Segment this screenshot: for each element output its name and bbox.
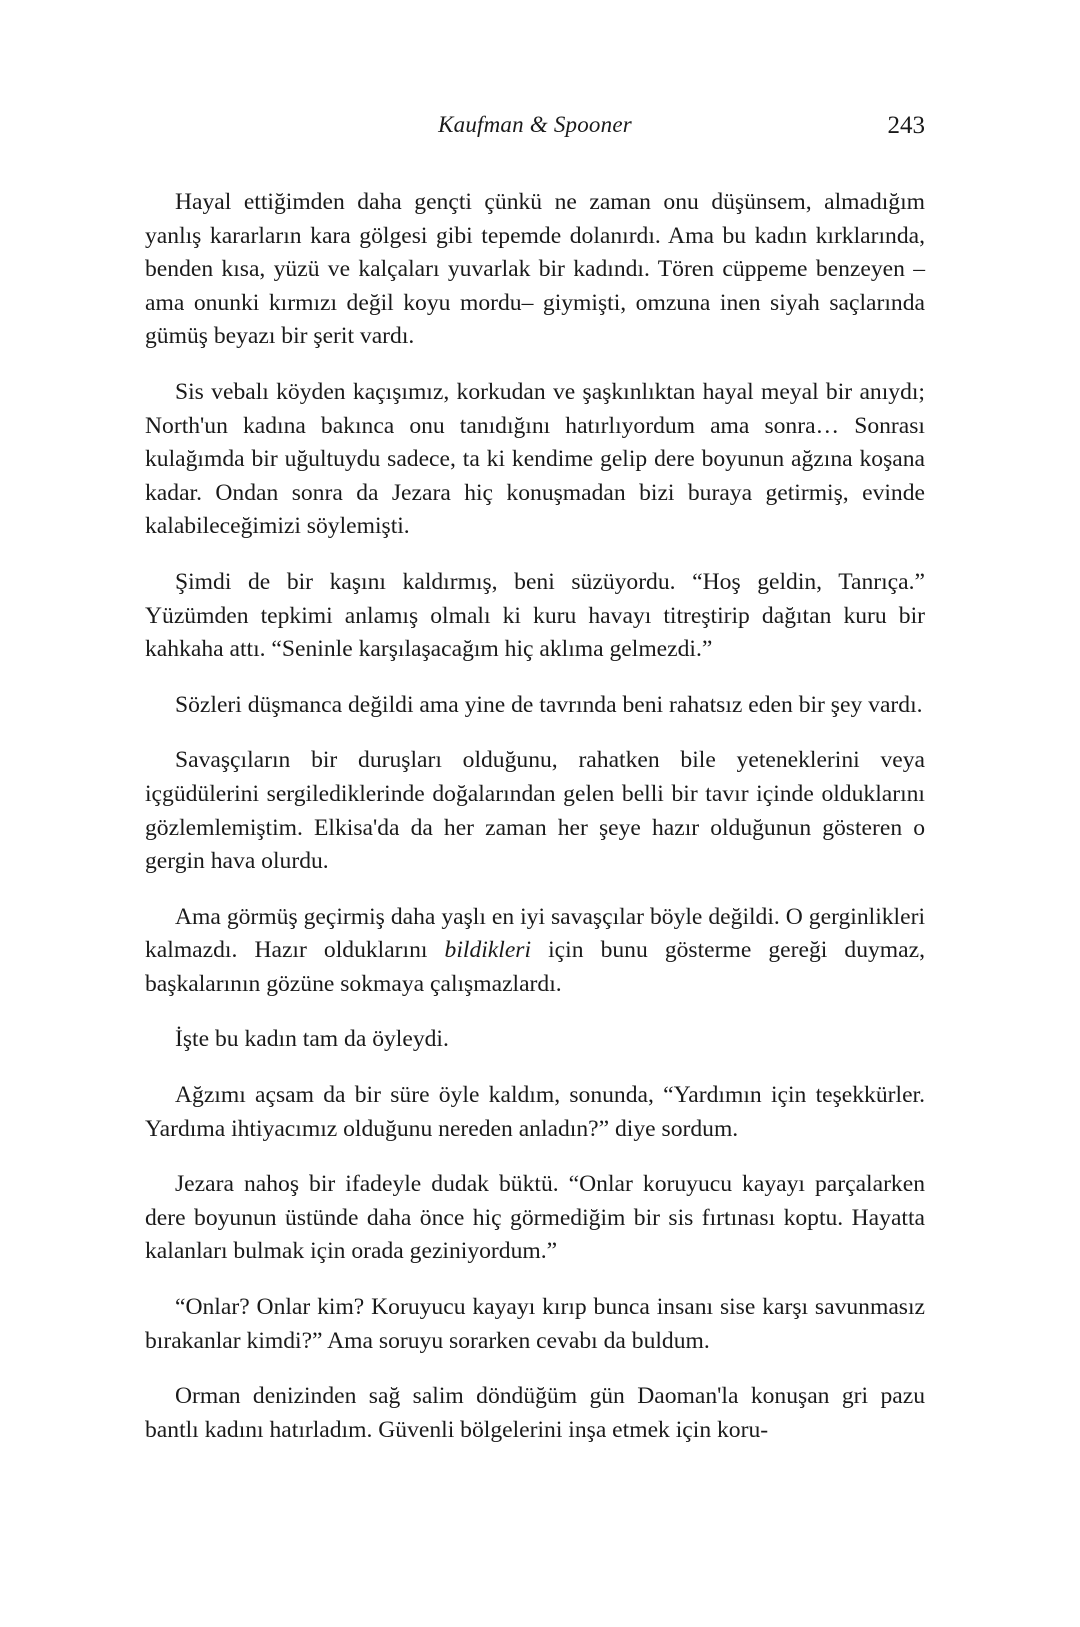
paragraph: “Onlar? Onlar kim? Koruyucu kayayı kırıp bunca insanı sise karşı savunmasız bırakanlar kimdi?” Ama soruyu sorarken cevabı da buldum. <box>145 1294 925 1354</box>
paragraph: Orman denizinden sağ salim döndüğüm gün Daoman'la konuşan gri pazu bantlı kadını hatırladım. Güvenli bölgelerini inşa etmek için koru- <box>145 1383 925 1443</box>
paragraph: Sis vebalı köyden kaçışımız, korkudan ve şaşkınlıktan hayal meyal bir anıydı; North'un kadına bakınca onu tanıdığını hatırlıyordum ama sonra… Sonrası kulağımda bir uğultuydu sadece, ta ki kendime gelip dere boyunun ağzına koşana kadar. Ondan sonra da Jezara hiç konuşmadan bizi buraya getirmiş, evinde kalabileceğimizi söylemişti. <box>145 378 925 540</box>
paragraph: Jezara nahoş bir ifadeyle dudak büktü. “Onlar koruyucu kayayı parçalarken dere boyunun üstünde daha önce hiç görmediğim bir sis fırtınası koptu. Hayatta kalanları bulmak için orada geziniyordum.” <box>145 1171 925 1265</box>
paragraph: Savaşçıların bir duruşları olduğunu, rahatken bile yeteneklerini veya içgüdülerini sergilediklerinde doğalarından gelen belli bir tavır içinde olduklarını gözlemlemiştim. Elkisa'da da her zaman her şeye hazır olduğunun gösteren o gergin hava olurdu. <box>145 747 925 875</box>
paragraph: Ağzımı açsam da bir süre öyle kaldım, sonunda, “Yardımın için teşekkürler. Yardıma ihtiyacımız olduğunu nereden anladın?” diye sordum. <box>145 1082 925 1142</box>
paragraph-text-before-emphasis: Ama görmüş geçirmiş daha yaşlı en iyi savaşçılar böyle değildi. O gerginlikleri kalmazdı. Hazır olduklarını <box>145 903 925 964</box>
body-text <box>145 186 925 1447</box>
paragraph: İşte bu kadın tam da öyleydi. <box>175 1026 449 1053</box>
paragraph: Hayal ettiğimden daha gençti çünkü ne zaman onu düşünsem, almadığım yanlış kararların kara gölgesi gibi tepemde dolanırdı. Ama bu kadın kırklarında, benden kısa, yüzü ve kalçaları yuvarlak bir kadındı. Tören cüppeme benzeyen –ama onunki kırmızı değil koyu mordu– giymişti, omzuna inen siyah saçlarında gümüş beyazı bir şerit vardı. <box>145 189 925 350</box>
emphasized-word: bildikleri <box>444 937 532 964</box>
running-header-title: Kaufman & Spooner <box>438 112 632 137</box>
paragraph-text-after-emphasis: için bunu gösterme gereği duymaz, başkalarının gözüne sokmaya çalışmazlardı. <box>145 937 925 997</box>
page-number: 243 <box>887 112 925 139</box>
paragraph <box>145 901 925 1002</box>
paragraph: Sözleri düşmanca değildi ama yine de tavrında beni rahatsız eden bir şey vardı. <box>175 691 923 718</box>
paragraph: Şimdi de bir kaşını kaldırmış, beni süzüyordu. “Hoş geldin, Tanrıça.” Yüzümden tepkimi anlamış olmalı ki kuru havayı titreştirip dağıtan kuru bir kahkaha attı. “Seninle karşılaşacağım hiç aklıma gelmezdi.” <box>145 568 925 663</box>
running-header <box>145 112 925 152</box>
